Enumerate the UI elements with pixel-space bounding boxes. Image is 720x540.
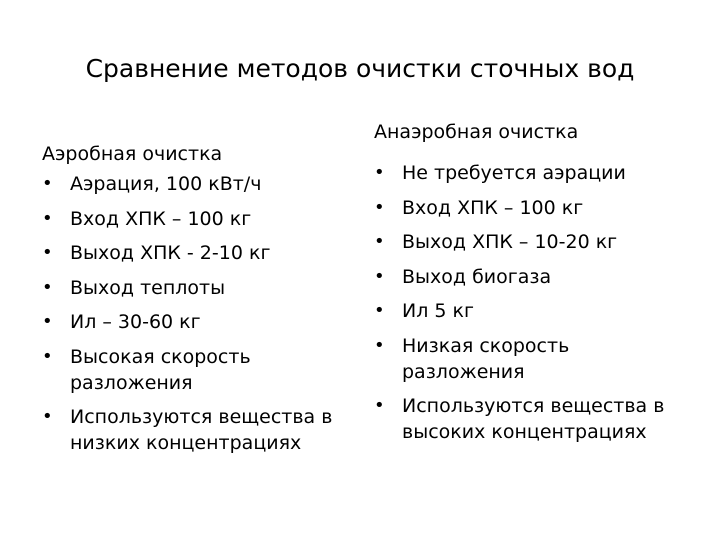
list-item [374,229,674,255]
list-item-text: Вход ХПК – 100 кг [402,196,584,219]
bullet-icon: • [42,345,53,367]
bullet-icon: • [42,207,53,229]
list-item [42,309,342,335]
bullet-icon: • [374,265,385,287]
bullet-icon: • [42,311,53,332]
anaerobic-list [374,160,674,445]
list-item [374,264,674,290]
list-item [374,298,674,324]
list-item-text: Ил 5 кг [402,300,474,322]
list-item-text: Выход биогаза [402,265,552,288]
list-item [42,240,342,266]
list-item-text: Не требуется аэрации [402,162,626,184]
anaerobic-heading: Анаэробная очистка [374,121,579,143]
list-item-text: Высокая скорость разложения [70,345,251,394]
list-item [374,160,674,186]
bullet-icon: • [42,173,53,194]
list-item-text: Низкая скорость разложения [402,334,570,383]
bullet-icon: • [374,395,385,416]
list-item [42,206,342,232]
list-item [374,333,674,385]
list-item [42,275,342,301]
bullet-icon: • [42,242,53,263]
list-item-text: Выход ХПК – 10-20 кг [402,231,618,253]
list-item [42,404,342,456]
list-item-text: Выход ХПК - 2-10 кг [70,242,271,264]
bullet-icon: • [374,300,385,321]
anaerobic-column [374,118,674,454]
slide-title: Сравнение методов очистки сточных вод [85,54,635,83]
list-item [374,393,674,445]
aerobic-list [42,171,342,456]
aerobic-column [42,140,342,465]
bullet-icon: • [42,406,53,427]
list-item-text: Используются вещества в низких концентрациях [70,406,333,454]
bullet-icon: • [42,276,53,298]
aerobic-heading: Аэробная очистка [42,143,223,165]
list-item-text: Выход теплоты [70,276,226,299]
list-item-text: Аэрация, 100 кВт/ч [70,173,262,195]
list-item [42,344,342,396]
list-item-text: Вход ХПК – 100 кг [70,207,252,230]
list-item [42,171,342,197]
list-item-text: Используются вещества в высоких концентрациях [402,395,665,443]
bullet-icon: • [374,334,385,356]
list-item-text: Ил – 30-60 кг [70,311,201,333]
bullet-icon: • [374,231,385,252]
bullet-icon: • [374,196,385,218]
list-item [374,195,674,221]
bullet-icon: • [374,162,385,183]
